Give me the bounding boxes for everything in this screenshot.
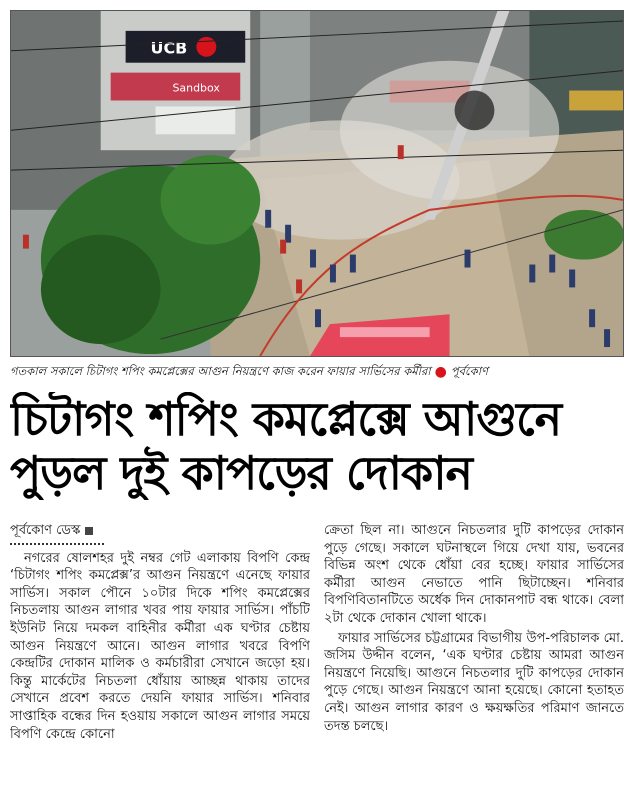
article-column-1 — [10, 522, 310, 780]
article-column-2 — [324, 522, 624, 780]
headline — [10, 392, 624, 500]
byline-text: পূর্বকোণ ডেস্ক — [10, 523, 81, 538]
ucb-sign: UCB — [150, 38, 188, 58]
paragraph: নগরের ষোলশহর দুই নম্বর গেট এলাকায় বিপণি কেন্দ্র ‘চিটাগং শপিং কমপ্লেক্স’র আগুন নিয়ন্ত্রণে এনেছে ফায়ার সার্ভিস। সকাল পৌনে ১০টার দিকে শপিং কমপ্লেক্সের নিচতলায় আগুন লাগার খবর পায় ফায়ার সার্ভিস। পাঁচটি ইউনিট নিয়ে দমকল বাহিনীর কর্মীরা এক ঘণ্টার চেষ্টায় আগুন নিয়ন্ত্রণে আনে। আগুন লাগার খবরে বিপণি কেন্দ্রটির দোকান মালিক ও কর্মচারীরা সেখানে জড়ো হয়। কিন্তু মার্কেটের নিচতলা ধোঁয়ায় আচ্ছন্ন থাকায় তাদের সেখানে প্রবেশ করতে দেয়নি ফায়ার সার্ভিস। শনিবার সাপ্তাহিক বন্ধের দিন হওয়ায় সকালে আগুন লাগার সময়ে বিপণি কেন্দ্রে কোনো — [10, 550, 310, 742]
byline — [10, 522, 310, 540]
fire-scene-illustration — [11, 11, 623, 356]
article-body — [10, 522, 624, 780]
dotted-divider — [10, 543, 104, 545]
bullet-icon: ● — [434, 364, 447, 380]
headline-line-2: পুড়ল দুই কাপড়ের দোকান — [10, 446, 472, 500]
news-photo — [10, 10, 624, 357]
photo-caption — [10, 362, 624, 382]
sandbox-sign: Sandbox — [172, 81, 220, 95]
headline-line-1: চিটাগং শপিং কমপ্লেক্সে আগুনে — [10, 392, 562, 446]
square-icon — [85, 527, 93, 535]
caption-text: গতকাল সকালে চিটাগং শপিং কমপ্লেক্সের আগুন নিয়ন্ত্রণে কাজ করেন ফায়ার সার্ভিসের কর্মীরা — [10, 363, 431, 378]
paragraph: ক্রেতা ছিল না। আগুনে নিচতলার দুটি কাপড়ের দোকান পুড়ে গেছে। সকালে ঘটনাস্থলে গিয়ে দেখা যায়, ভবনের বিভিন্ন অংশ থেকে ধোঁয়া বের হচ্ছে। ফায়ার সার্ভিসের কর্মীরা আগুন নেভাতে পানি ছিটাচ্ছেন। শনিবার বিপণিবিতানটিতে অর্ধেক দিন দোকানপাট বন্ধ থাকে। বেলা ২টা থেকে দোকান খোলা থাকে। — [324, 523, 624, 626]
caption-credit: পূর্বকোণ — [450, 363, 489, 378]
paragraph: ফায়ার সার্ভিসের চট্টগ্রামের বিভাগীয় উপ-পরিচালক মো. জসিম উদ্দীন বলেন, ‘এক ঘণ্টার চেষ্টায় আমরা আগুন নিয়ন্ত্রণে নিয়েছি। আগুনে নিচতলার দুটি কাপড়ের দোকান পুড়ে গেছে। আগুন নিয়ন্ত্রণে আনা হয়েছে। কোনো হতাহত নেই। আগুন লাগার কারণ ও ক্ষয়ক্ষতির পরিমাণ জানতে তদন্ত চলছে। — [324, 630, 624, 734]
